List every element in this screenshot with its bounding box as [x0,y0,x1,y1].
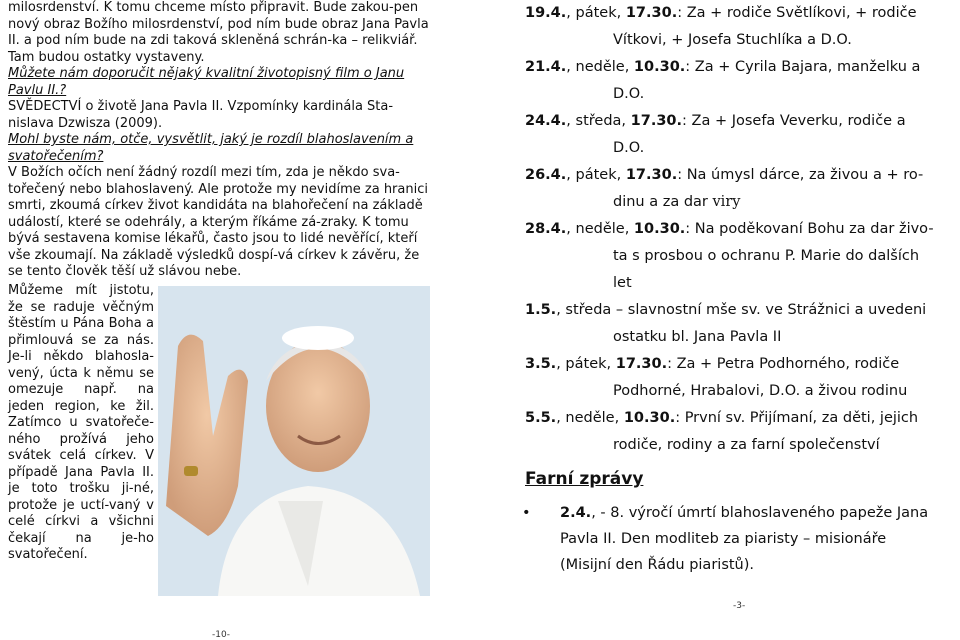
entry-day: , pátek, [566,167,626,183]
news-text-cont: Pavla II. Den modliteb za piaristy – misionáře [560,531,887,547]
entry-day: , neděle, [556,410,624,426]
entry-text-cont: ta s prosbou o ochranu P. Marie do dalších [613,248,920,264]
entry-text-cont: D.O. [613,86,645,102]
entry-day: , neděle, [566,221,634,237]
answer-difference-continued: Můžeme mít jistotu, že se raduje věčným štěstím u Pána Boha a přimlouvá se za nás. Je-li někdo blahosla-vený, úcta k němu se omezuje např. na jeden region, ke žil. Zatímco u svatořeče-ného prožívá jeho svátek celá církev. V případě Jana Pavla II. je toto trošku ji-né, protože je uctí-vaný v celé církvi a všichni čekají na je-ho svatořečení. [8,283,154,562]
entry-text: : Za + rodiče Světlíkovi, + rodiče [677,5,917,21]
entry-text-serif: viry [712,194,741,210]
entry-text: : Na úmysl dárce, za živou a + ro- [677,167,924,183]
entry-date: 21.4. [525,59,567,75]
entry-time: 17.30. [630,113,683,129]
pope-portrait-image [158,286,430,596]
entry-day: , neděle, [566,59,634,75]
mass-schedule [525,0,955,459]
entry-text: : První sv. Přijímaní, za děti, jejich [675,410,919,426]
entry-time: 17.30. [625,5,678,21]
entry-text: : Za + Petra Podhorného, rodiče [667,356,900,372]
news-text: , - 8. výročí úmrtí blahoslaveného papeže Jana [591,505,929,521]
pope-photo [158,286,430,596]
answer-difference: V Božích očích není žádný rozdíl mezi tím, zda je někdo sva-tořečený nebo blahoslavený. Ale protože my nevidíme za hranici smrti, zkoumá církev život kandidáta na blahořečení na základě událostí, které se odehrály, a kterým říkáme zá-zraky. K tomu bývá sestavena komise lékařů, často jsou to lidé nevěřící, kteří vše zkoumají. Na základě výsledků dospí-vá církev k závěru, že se tento člověk těší už slávou nebe. [8,165,428,279]
entry-19-4 [525,0,955,54]
entry-time: 17.30. [615,356,668,372]
entry-28-4 [525,216,955,297]
entry-text-cont: ostatku bl. Jana Pavla II [613,329,782,345]
entry-5-5 [525,405,955,459]
entry-text: : Na poděkovaní Bohu za dar živo- [685,221,934,237]
question-difference: Mohl byste nám, otče, vysvětlit, jaký je rozdíl blahoslavením a svatořečením? [8,132,414,164]
news-item [525,500,955,526]
news-date: 2.4. [560,505,592,521]
entry-date: 1.5. [525,302,557,318]
left-page-column [8,0,434,281]
entry-text: , středa – slavnostní mše sv. ve Strážnici a uvedeni [556,302,927,318]
entry-time: 10.30. [633,59,686,75]
entry-text-part: dinu a za dar [613,194,713,210]
news-text-cont-2: (Misijní den Řádu piaristů). [560,557,755,573]
entry-1-5 [525,297,955,351]
entry-day: , středa, [566,113,631,129]
page-number-left: -10- [212,630,230,640]
entry-text-cont: rodiče, rodiny a za farní společenství [613,437,880,453]
entry-text: : Za + Cyrila Bajara, manželku a [685,59,921,75]
paragraph-reliquary: milosrdenství. K tomu chceme místo připravit. Bude zakou-pen nový obraz Božího milosrdenství, pod ním bude obraz Jana Pavla II. a pod ním bude na zdi taková skleněná schrán-ka – relikviář. Tam budou ostatky vystaveny. [8,0,429,65]
entry-21-4 [525,54,955,108]
parish-news-heading: Farní zprávy [525,469,644,489]
entry-time: 17.30. [625,167,678,183]
entry-day: , pátek, [556,356,616,372]
entry-day: , pátek, [566,5,626,21]
entry-26-4 [525,162,955,216]
page-number-right: -3- [733,601,746,611]
entry-date: 3.5. [525,356,557,372]
answer-film: SVĚDECTVÍ o životě Jana Pavla II. Vzpomínky kardinála Sta-nislava Dzwisza (2009). [8,99,394,131]
entry-date: 5.5. [525,410,557,426]
question-film: Můžete nám doporučit nějaký kvalitní životopisný film o Janu Pavlu II.? [8,66,405,98]
entry-text: : Za + Josefa Veverku, rodiče a [682,113,906,129]
wrapped-text-column [8,283,154,564]
parish-news-list [522,500,955,578]
entry-time: 10.30. [623,410,676,426]
entry-3-5 [525,351,955,405]
entry-text-cont: Podhorné, Hrabalovi, D.O. a živou rodinu [613,383,908,399]
entry-time: 10.30. [633,221,686,237]
bullet-icon: • [522,505,531,521]
entry-date: 19.4. [525,5,567,21]
entry-24-4 [525,108,955,162]
entry-date: 24.4. [525,113,567,129]
entry-text-cont: D.O. [613,140,645,156]
right-page-column [525,0,955,459]
entry-date: 26.4. [525,167,567,183]
entry-text-cont [525,189,955,216]
entry-date: 28.4. [525,221,567,237]
entry-text-cont-2: let [613,275,632,291]
entry-text-cont: Vítkovi, + Josefa Stuchlíka a D.O. [613,32,852,48]
